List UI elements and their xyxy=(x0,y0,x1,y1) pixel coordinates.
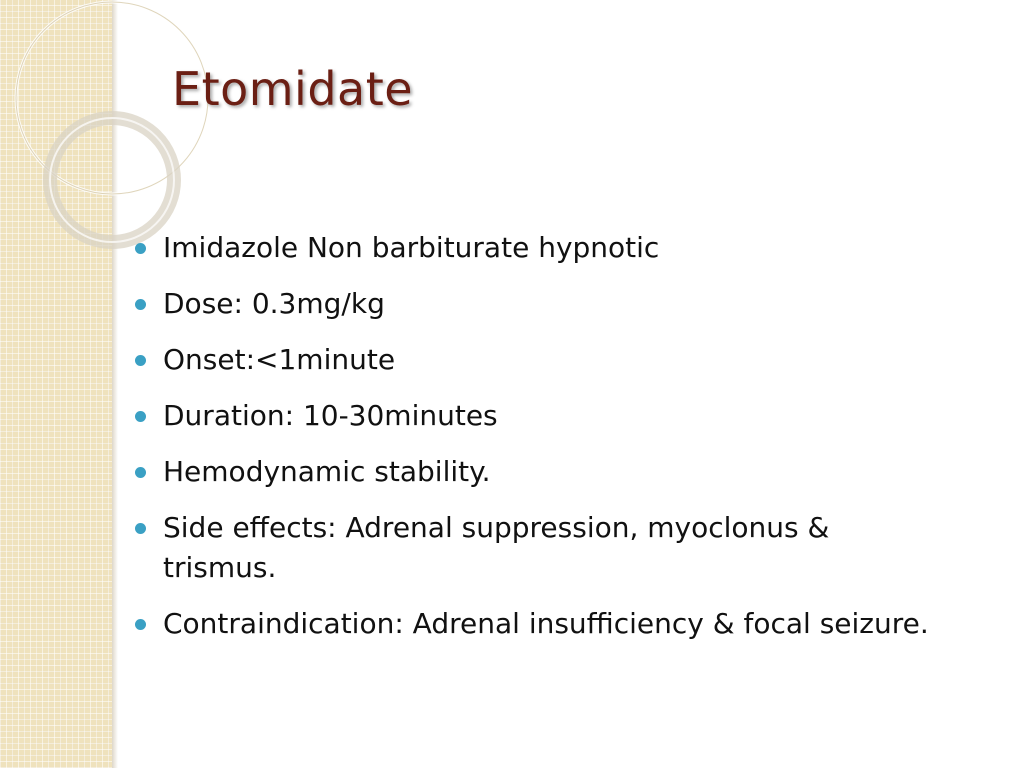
bullet-text: Contraindication: Adrenal insufficiency & focal seizure. xyxy=(163,607,929,640)
bullet-text: Side effects: Adrenal suppression, myoclonus & trismus. xyxy=(163,511,830,584)
bullet-item xyxy=(130,508,930,588)
bullet-dot-icon xyxy=(135,299,146,310)
bullet-item xyxy=(130,604,930,644)
bullet-text: Hemodynamic stability. xyxy=(163,455,491,488)
bullet-text: Onset:<1minute xyxy=(163,343,396,376)
bullet-dot-icon xyxy=(135,523,146,534)
decorative-circles xyxy=(0,0,180,260)
bullet-dot-icon xyxy=(135,467,146,478)
bullet-text: Duration: 10-30minutes xyxy=(163,399,498,432)
bullet-text: Dose: 0.3mg/kg xyxy=(163,287,385,320)
bullet-item xyxy=(130,340,930,380)
bullet-item xyxy=(130,396,930,436)
bullet-item xyxy=(130,452,930,492)
bullet-dot-icon xyxy=(135,619,146,630)
bullet-dot-icon xyxy=(135,243,146,254)
bullet-list xyxy=(130,228,930,660)
slide-title: Etomidate xyxy=(172,62,414,116)
bullet-item xyxy=(130,284,930,324)
bullet-dot-icon xyxy=(135,355,146,366)
bullet-dot-icon xyxy=(135,411,146,422)
bullet-text: Imidazole Non barbiturate hypnotic xyxy=(163,231,660,264)
bullet-item xyxy=(130,228,930,268)
